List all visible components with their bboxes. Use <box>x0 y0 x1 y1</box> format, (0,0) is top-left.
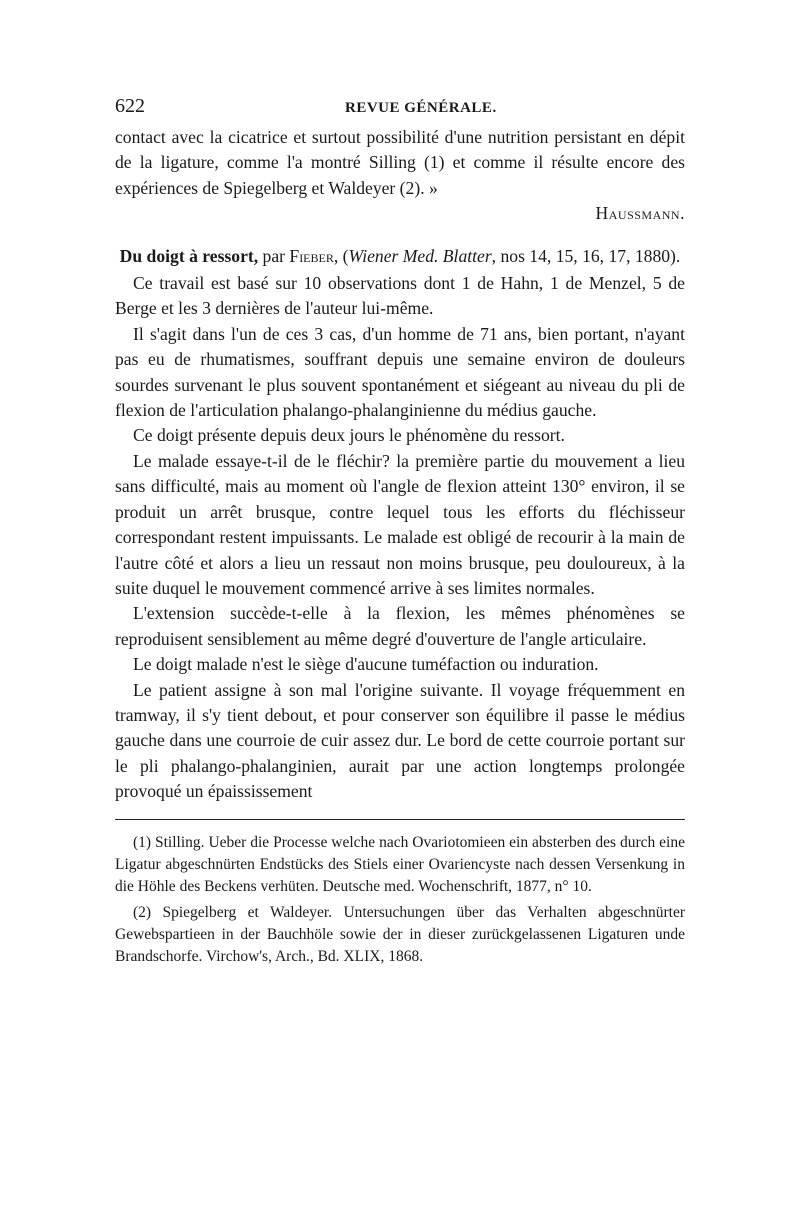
article-paragraph: Le patient assigne à son mal l'origine suivante. Il voyage fréquemment en tramway, il s'y tient debout, et pour conserver son équilibre il passe le médius gauche dans une courroie de cuir assez dur. Le bord de cette courroie portant sur le pli phalango-phalanginien, aurait par une action longtemps prolongée provoqué un épaississement <box>115 679 685 802</box>
footnotes <box>115 832 685 968</box>
document-page <box>115 95 685 972</box>
article-by: par <box>258 245 290 266</box>
article-heading <box>115 244 685 269</box>
article-paragraph: Ce travail est basé sur 10 observations dont 1 de Hahn, 1 de Menzel, 5 de Berge et les 3 dernières de l'auteur lui-même. <box>115 273 685 319</box>
article-paragraph: Il s'agit dans l'un de ces 3 cas, d'un homme de 71 ans, bien portant, n'ayant pas eu de rhumatismes, souffrant depuis une semaine environ de douleurs sourdes survenant le plus souvent spontanément et siégeant au niveau du pli de flexion de l'articulation phalango-phalanginienne du médius gauche. <box>115 323 685 421</box>
article-source: Wiener Med. Blatter <box>348 245 492 266</box>
article-paragraph: Ce doigt présente depuis deux jours le phénomène du ressort. <box>133 425 565 446</box>
article-title: Du doigt à ressort, <box>119 245 259 266</box>
author-signature: Haussmann. <box>595 203 685 224</box>
page-number: 622 <box>115 95 145 117</box>
footnote-1: (1) Stilling. Ueber die Processe welche nach Ovariotomieen ein absterben des durch eine Ligatur abgeschnürten Endstücks des Stiels einer Ovariencyste nach dessen Versenkung in die Höhle des Beckens verhüten. Deutsche med. Wochenschrift, 1877, n° 10. <box>115 833 685 895</box>
journal-title: REVUE GÉNÉRALE. <box>345 100 497 116</box>
article-paragraph: L'extension succède-t-elle à la flexion, les mêmes phénomènes se reproduisent sensiblement au même degré d'ouverture de l'angle articulaire. <box>115 603 685 649</box>
signature-line <box>115 201 685 226</box>
previous-article-ending <box>115 125 685 227</box>
article-author: Fieber <box>289 245 334 266</box>
article-source-open: , ( <box>333 245 349 266</box>
running-head <box>115 95 685 125</box>
article-paragraph: Le doigt malade n'est le siège d'aucune tuméfaction ou induration. <box>133 654 599 675</box>
article-paragraph: Le malade essaye-t-il de le fléchir? la première partie du mouvement a lieu sans difficulté, mais au moment où l'angle de flexion atteint 130° environ, il se produit un arrêt brusque, contre lequel tous les efforts du fléchisseur correspondant restent impuissants. Le malade est obligé de recourir à la main de l'autre côté et alors a lieu un ressaut non moins brusque, peu douloureux, à la suite duquel le mouvement commencé arrive à ses limites normales. <box>115 450 685 598</box>
previous-article-text: contact avec la cicatrice et surtout possibilité d'une nutrition persistant en dépit de la ligature, comme l'a montré Silling (1) et comme il résulte encore des expériences de Spiegelberg et Waldeyer (2). » <box>115 127 685 198</box>
article-source-details: , nos 14, 15, 16, 17, 1880). <box>491 245 681 266</box>
footnote-divider <box>115 819 685 820</box>
article-body <box>115 271 685 805</box>
footnote-2: (2) Spiegelberg et Waldeyer. Untersuchungen über das Verhalten abgeschnürter Gewebspartieen in der Bauchhöle sowie der in dieser zurückgelassenen Ligaturen unde Brandschorfe. Virchow's, Arch., Bd. XLIX, 1868. <box>115 903 685 965</box>
